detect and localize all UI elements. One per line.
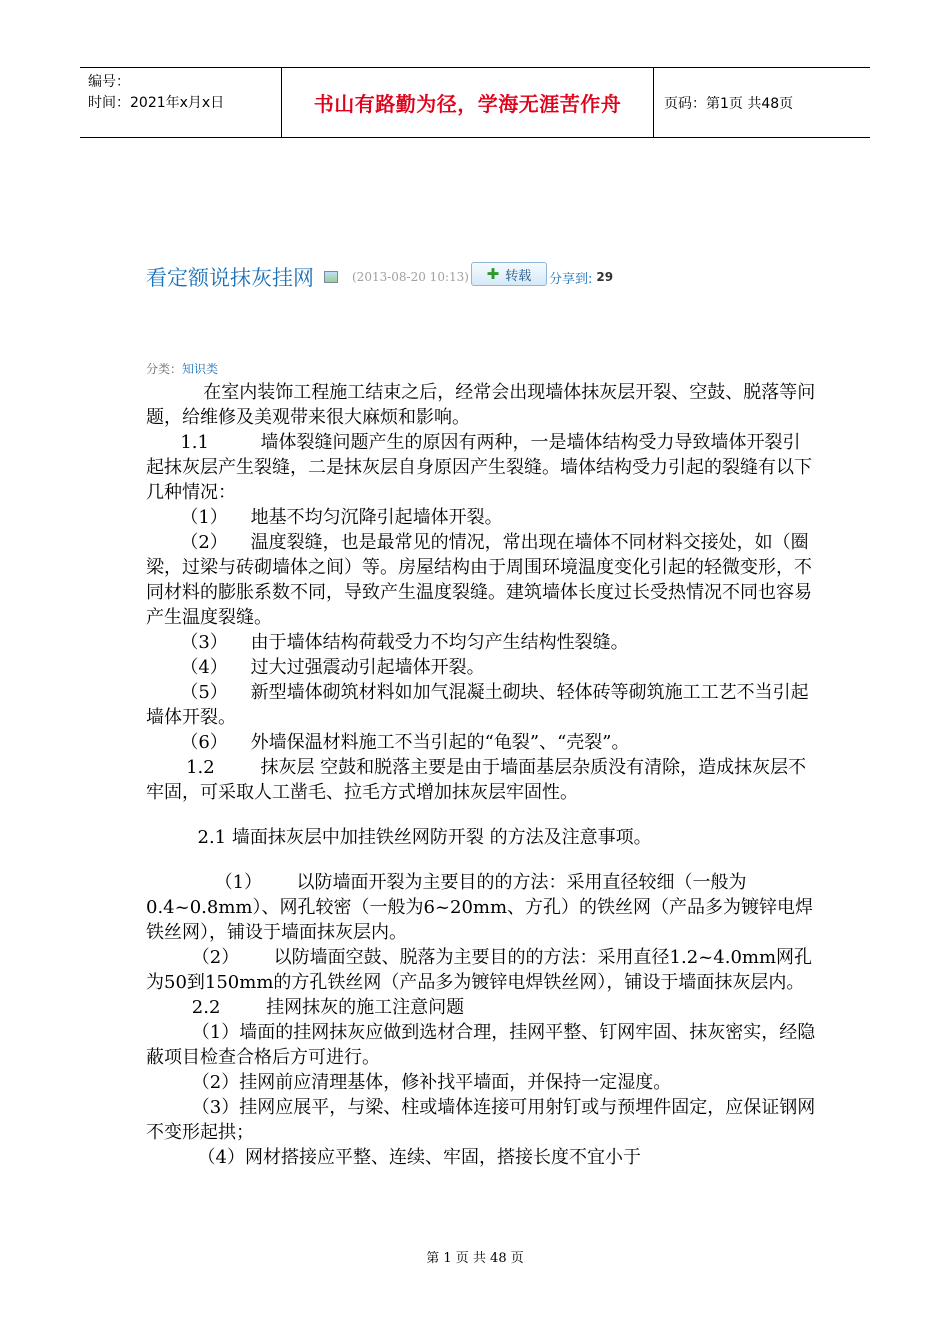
image-icon [324,271,338,283]
paragraph: （3） 由于墙体结构荷载受力不均匀产生结构性裂缝。 [146,632,629,653]
paragraph: 1.1 墙体裂缝问题产生的原因有两种，一是墙体结构受力导致墙体开裂引起抹灰层产生裂缝，二是抹灰层自身原因产生裂缝。墙体结构受力引起的裂缝有以下几种情况： [146,432,812,503]
post-title: 看定额说抹灰挂网 [146,266,314,290]
header-page-info: 页码：第1页 共48页 [664,95,794,112]
category-line [146,360,218,377]
repost-label: 转载 [505,268,532,284]
paragraph: （4） 过大过强震动引起墙体开裂。 [146,657,485,678]
number-label: 编号： [88,74,130,90]
category-link[interactable]: 知识类 [182,362,219,376]
paragraph: （1） 地基不均匀沉降引起墙体开裂。 [146,507,503,528]
article-body [146,380,816,1170]
header-meta [80,68,281,137]
paragraph: （1） 以防墙面开裂为主要目的的方法：采用直径较细（一般为0.4~0.8mm）、网孔较密（一般为6~20mm、方孔）的铁丝网（产品多为镀锌电焊铁丝网），铺设于墙面抹灰层内。 [146,872,814,943]
share-count: 29 [596,270,614,284]
paragraph: （5） 新型墙体砌筑材料如加气混凝土砌块、轻体砖等砌筑施工工艺不当引起墙体开裂。 [146,682,809,728]
post-date: (2013-08-20 10:13) [352,270,469,284]
post-title-row [146,262,613,292]
document-header [80,67,870,138]
section-heading: 2.1 墙面抹灰层中加挂铁丝网防开裂 的方法及注意事项。 [146,827,652,848]
paragraph: （2）挂网前应清理基体，修补找平墙面，并保持一定湿度。 [146,1072,672,1093]
paragraph: （1）墙面的挂网抹灰应做到选材合理，挂网平整、钉网牢固、抹灰密实，经隐蔽项目检查合格后方可进行。 [146,1022,816,1068]
paragraph: （4）网材搭接应平整、连续、牢固，搭接长度不宜小于 [146,1147,641,1168]
share-link[interactable]: 分享到: [548,271,593,287]
paragraph: （6） 外墙保温材料施工不当引起的“龟裂”、“壳裂”。 [146,732,630,753]
paragraph: （2） 温度裂缝，也是最常见的情况，常出现在墙体不同材料交接处，如（圈梁，过梁与砖砌墙体之间）等。房屋结构由于周围环境温度变化引起的轻微变形，不同材料的膨胀系数不同，导致产生温度裂缝。建筑墙体长度过长受热情况不同也容易产生温度裂缝。 [146,532,812,628]
section-heading: 2.2 挂网抹灰的施工注意问题 [146,997,465,1018]
repost-button[interactable] [471,262,547,286]
header-motto: 书山有路勤为径，学海无涯苦作舟 [281,68,654,137]
paragraph: 在室内装饰工程施工结束之后，经常会出现墙体抹灰层开裂、空鼓、脱落等问题，给维修及美观带来很大麻烦和影响。 [146,382,816,428]
page-footer: 第 1 页 共 48 页 [426,1251,524,1266]
category-label: 分类： [146,362,183,376]
paragraph: （3）挂网应展平，与梁、柱或墙体连接可用射钉或与预埋件固定，应保证钢网不变形起拱； [146,1097,816,1143]
paragraph: 1.2 抹灰层 空鼓和脱落主要是由于墙面基层杂质没有清除，造成抹灰层不牢固，可采取人工凿毛、拉毛方式增加抹灰层牢固性。 [146,757,807,803]
time-label: 时间：2021年x月x日 [88,95,225,111]
paragraph: （2） 以防墙面空鼓、脱落为主要目的的方法：采用直径1.2~4.0mm网孔为50到150mm的方孔铁丝网（产品多为镀锌电焊铁丝网），铺设于墙面抹灰层内。 [146,947,813,993]
plus-icon: ✚ [486,265,500,283]
